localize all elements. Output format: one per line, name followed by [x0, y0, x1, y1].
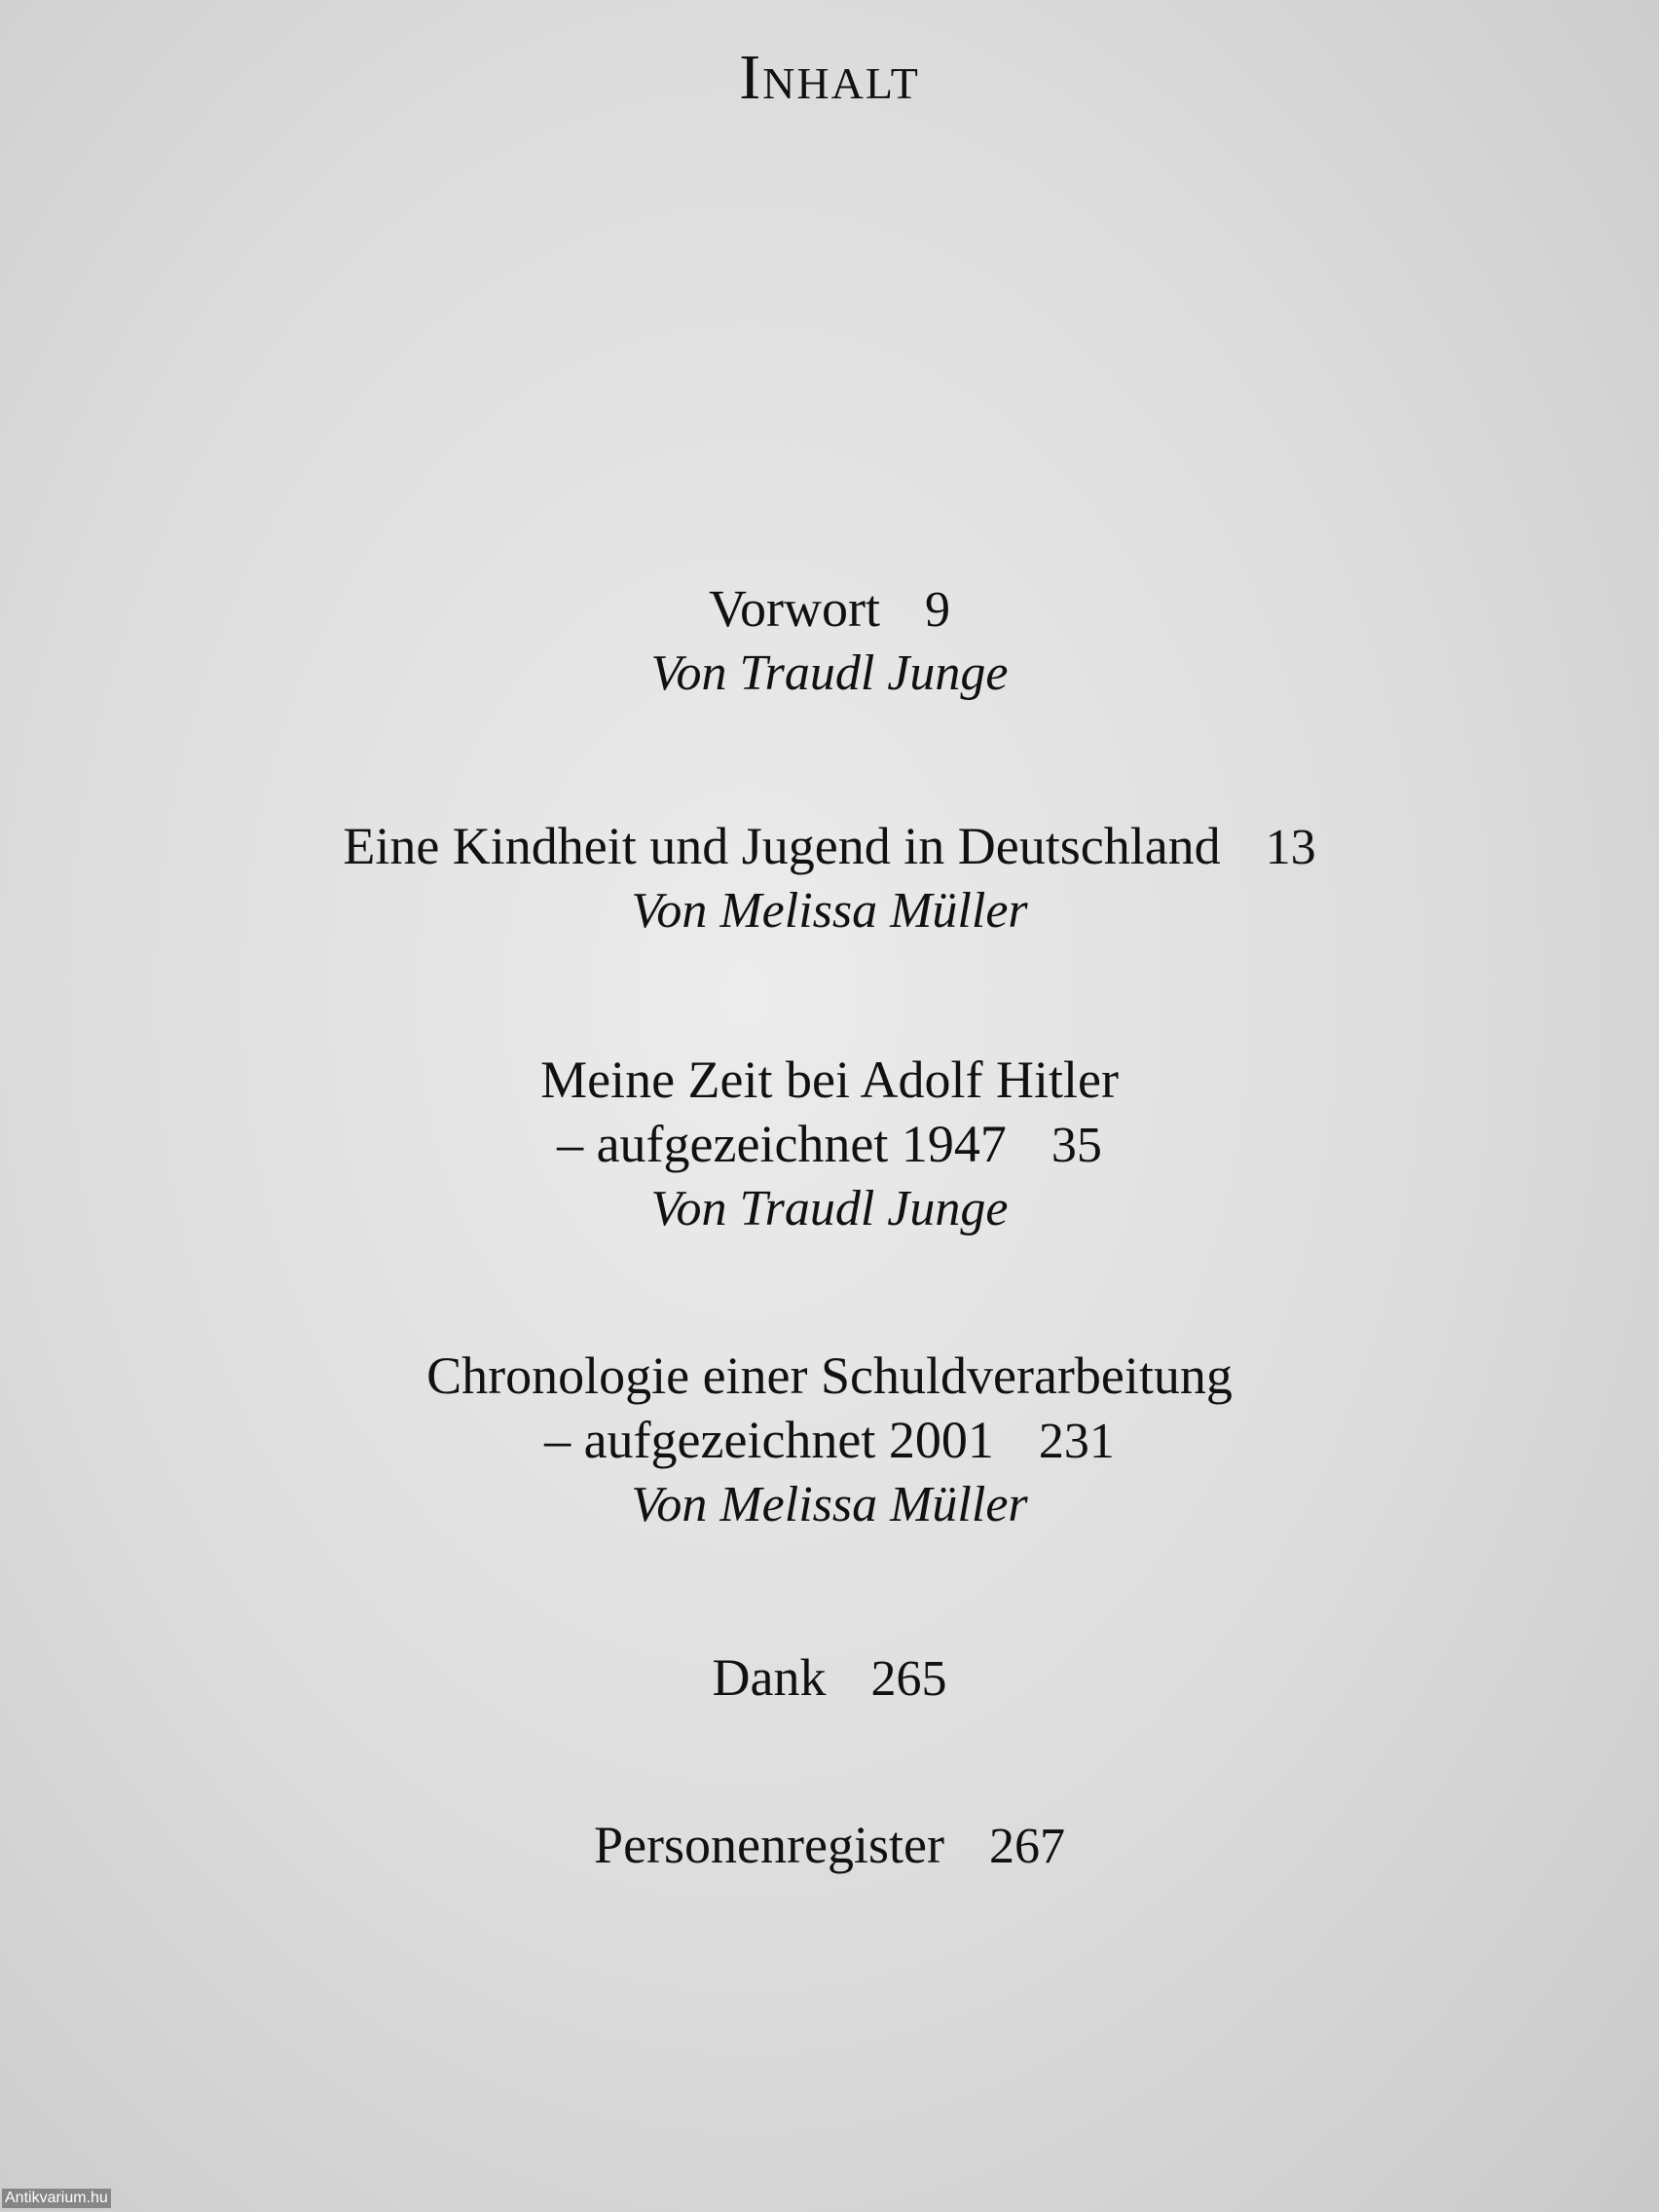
toc-entry-title-text: Eine Kindheit und Jugend in Deutschland [343, 817, 1221, 875]
toc-page-number: 35 [1051, 1118, 1102, 1173]
toc-page-number: 13 [1265, 820, 1316, 875]
show-through-title [0, 175, 1659, 238]
toc-entry-chronologie [0, 1344, 1659, 1536]
toc-entry-author: Von Traudl Junge [650, 1181, 1009, 1236]
toc-entry-author: Von Melissa Müller [631, 883, 1028, 939]
toc-entry-subtitle-text: – aufgezeichnet 2001 [544, 1411, 994, 1469]
toc-entry-title [0, 576, 1659, 643]
toc-entry-title: Meine Zeit bei Adolf Hitler [540, 1051, 1119, 1109]
toc-entry-personenregister [0, 1813, 1659, 1879]
toc-entry-vorwort [0, 576, 1659, 705]
toc-entry-title-text: Dank [712, 1648, 827, 1707]
toc-entry-title [0, 814, 1659, 880]
toc-entry-subtitle [0, 1408, 1659, 1474]
toc-entry-meine-zeit [0, 1048, 1659, 1240]
toc-entry-title [0, 1645, 1659, 1712]
toc-entry-title-text: Personenregister [594, 1816, 944, 1874]
toc-entry-dank [0, 1645, 1659, 1712]
toc-entry-author: Von Melissa Müller [631, 1477, 1028, 1532]
page-title: Inhalt [739, 42, 920, 113]
toc-entry-title: Chronologie einer Schuldverarbeitung [426, 1346, 1233, 1405]
toc-entry-author: Von Traudl Junge [650, 645, 1009, 701]
toc-page-number: 267 [988, 1819, 1065, 1874]
toc-page-number: 265 [870, 1651, 947, 1707]
toc-entry-title [0, 1813, 1659, 1879]
toc-entry-title-text: Vorwort [708, 579, 880, 638]
toc-page-number: 9 [925, 582, 950, 638]
toc-entry-kindheit [0, 814, 1659, 942]
toc-entry-subtitle-text: – aufgezeichnet 1947 [557, 1115, 1007, 1173]
toc-entry-subtitle [0, 1112, 1659, 1178]
watermark-logo: Antikvarium.hu [2, 2189, 111, 2208]
toc-page-number: 231 [1038, 1414, 1115, 1469]
